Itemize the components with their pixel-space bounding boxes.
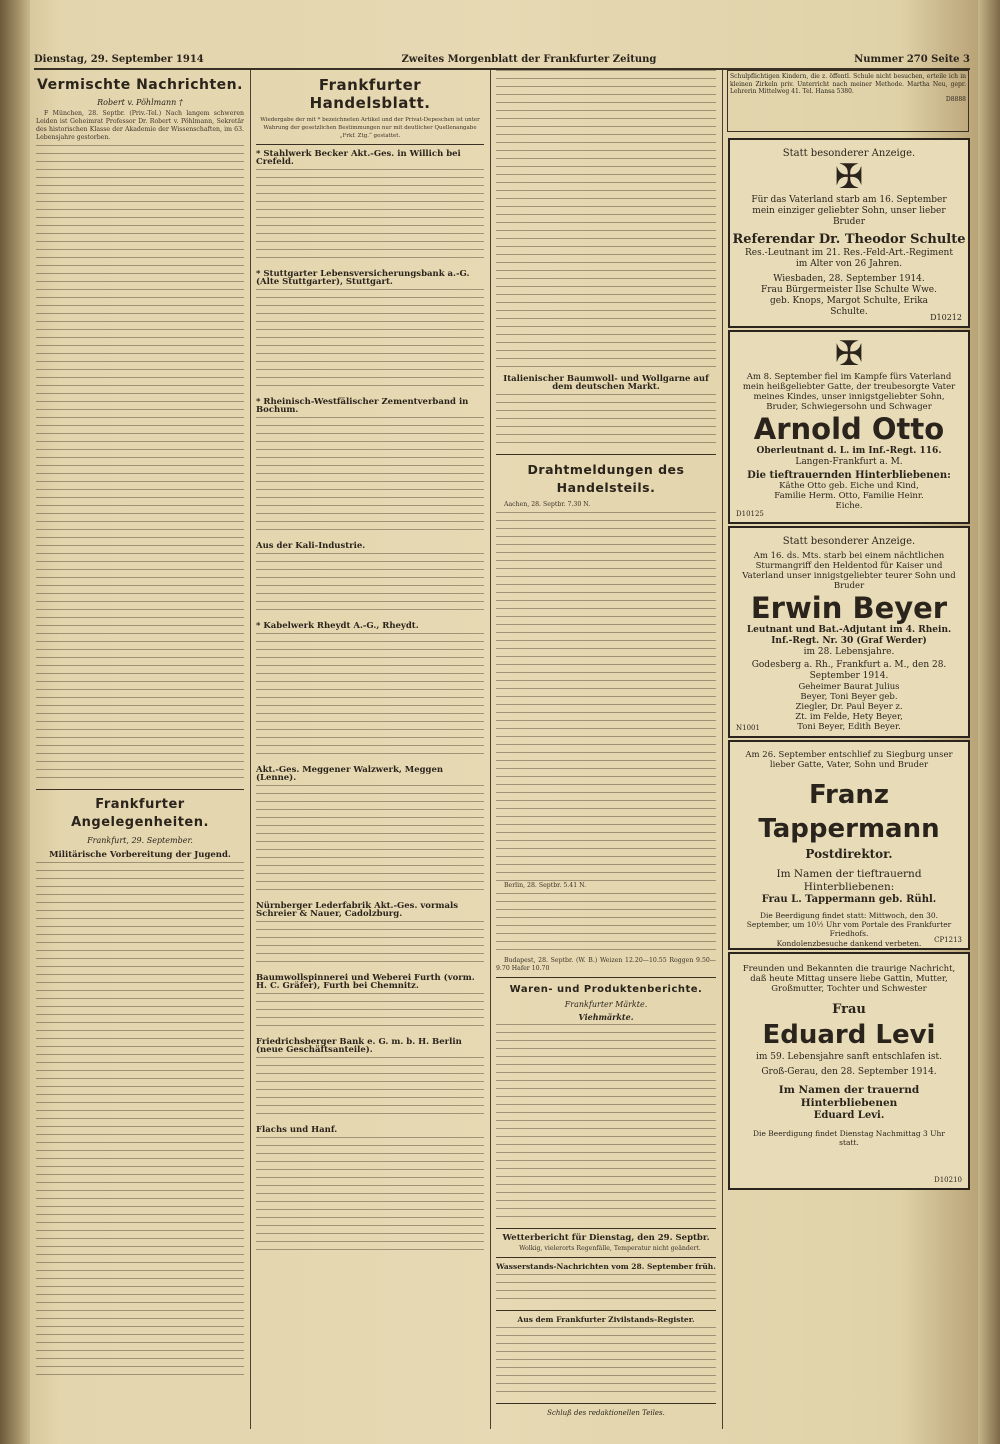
dateline-budapest: Budapest, 28. Septbr. (W. B.) Weizen 12.20—10.55 Roggen 9.50—9.70 Hafer 10.70 [496, 957, 716, 972]
section-divider [256, 144, 484, 145]
article-body-text [256, 1057, 484, 1121]
article-heading: Nürnberger Lederfabrik Akt.-Ges. vormals Schreier & Nauer, Cadolzburg. [256, 901, 458, 919]
dateline-aachen: Aachen, 28. Septbr. 7.30 N. [504, 501, 591, 508]
article-body-text [496, 512, 716, 882]
article-heading: Akt.-Ges. Meggener Walzwerk, Meggen (Lenne). [256, 765, 444, 783]
article-body-text [36, 862, 244, 1382]
header-page-number: Nummer 270 Seite 3 [854, 53, 970, 65]
notice-code: D8888 [945, 95, 966, 103]
ad-family: Frau L. Tappermann geb. Rühl. [761, 894, 937, 905]
ad-family-heading: Im Namen der tieftrauernd Hinterbliebenen: [776, 868, 922, 893]
section-title-vermischte: Vermischte Nachrichten. [37, 77, 243, 93]
weather-title: Wetterbericht für Dienstag, den 29. Septbr. [502, 1233, 710, 1243]
ad-rank: Postdirektor. [805, 847, 893, 861]
civil-register-title: Aus dem Frankfurter Zivilstands-Register. [517, 1315, 695, 1324]
page-header [34, 50, 970, 70]
dateline-berlin: Berlin, 28. Septbr. 5.41 N. [504, 882, 587, 889]
ad-title: Frau [832, 1002, 866, 1017]
article-body-text [496, 394, 716, 450]
ad-funeral: Die Beerdigung findet statt: Mittwoch, den 30. September, um 10½ Uhr vom Portale des Frankfurter Friedhofs. [746, 911, 952, 938]
article-heading: Friedrichsberger Bank e. G. m. b. H. Berlin (neue Geschäftsanteile). [256, 1037, 462, 1055]
obituary-subtitle: Robert v. Pöhlmann † [97, 98, 183, 107]
market-subtitle-vieh: Viehmärkte. [578, 1012, 634, 1022]
obituary-ad-otto [728, 330, 970, 524]
ad-age: im Alter von 26 Jahren. [795, 259, 903, 269]
iron-cross-icon: ✠ [834, 334, 864, 374]
section-divider [496, 1310, 716, 1311]
ad-text: Freunden und Bekannten die traurige Nachricht, daß heute Mittag unsere liebe Gattin, Mutter, Großmutter, Tochter und Schwester [742, 964, 956, 994]
ad-name: Eduard Levi [762, 1020, 936, 1050]
ad-funeral: Die Beerdigung findet Dienstag Nachmittag 3 Uhr statt. [753, 1129, 945, 1147]
article-body-text [256, 169, 484, 265]
iron-cross-icon: ✠ [834, 157, 864, 197]
column-rule [490, 70, 491, 1429]
column-rule [722, 70, 723, 1429]
tutoring-notice [727, 70, 969, 132]
ad-place: Godesberg a. Rh., Frankfurt a. M., den 28. September 1914. [751, 660, 947, 681]
ad-name: Franz Tappermann [758, 780, 940, 844]
ad-place: Langen-Frankfurt a. M. [795, 457, 903, 467]
column-rule [250, 70, 251, 1429]
section-divider [36, 789, 244, 790]
article-heading-jugend: Militärische Vorbereitung der Jugend. [49, 850, 231, 860]
obituary-ad-levi [728, 952, 970, 1190]
article-heading: * Rheinisch-Westfälischer Zementverband in Bochum. [256, 397, 469, 415]
ad-code: CP1213 [934, 936, 962, 944]
article-body-text [496, 1024, 716, 1224]
ad-family-heading: Die tieftrauernden Hinterbliebenen: [747, 470, 951, 481]
article-heading: Aus der Kali-Industrie. [256, 541, 366, 551]
article-body-text [256, 417, 484, 537]
ad-top-line: Statt besonderer Anzeige. [782, 148, 916, 159]
market-subtitle: Frankfurter Märkte. [564, 1000, 648, 1009]
ad-text: Am 16. ds. Mts. starb bei einem nächtlichen Sturmangriff den Heldentod für Kaiser und Vaterland unser innigstgeliebter teurer Sohn und Bruder [742, 551, 956, 591]
section-divider [496, 1257, 716, 1258]
ad-place: Groß-Gerau, den 28. September 1914. [761, 1067, 937, 1077]
ad-text: Am 26. September entschlief zu Siegburg unser lieber Gatte, Vater, Sohn und Bruder [745, 750, 953, 770]
ad-name: Referendar Dr. Theodor Schulte [732, 232, 966, 247]
section-divider [496, 1228, 716, 1229]
ad-age: im 28. Lebensjahre. [803, 647, 895, 657]
ad-code: D10125 [736, 510, 764, 518]
obituary-ad-schulte [728, 138, 970, 328]
section-divider [496, 977, 716, 978]
article-heading: Baumwollspinnerei und Weberei Furth (vorm. H. C. Gräfer), Furth bei Chemnitz. [256, 973, 475, 991]
article-body-text [256, 785, 484, 897]
column-drahtmeldungen [496, 70, 716, 1429]
ad-name: Erwin Beyer [750, 591, 948, 625]
article-body-text [256, 553, 484, 617]
article-heading: * Stahlwerk Becker Akt.-Ges. in Willich bei Crefeld. [256, 149, 461, 167]
ad-family: Eduard Levi. [813, 1110, 885, 1121]
article-body-text [256, 921, 484, 969]
article-heading: Flachs und Hanf. [256, 1125, 338, 1135]
water-levels-title: Wasserstands-Nachrichten vom 28. September früh. [496, 1262, 716, 1271]
ad-code: D10212 [930, 313, 962, 322]
section-title-waren: Waren- und Produktenberichte. [509, 984, 703, 995]
header-date: Dienstag, 29. September 1914 [34, 53, 204, 65]
ad-rank: Oberleutnant d. L. im Inf.-Regt. 116. [756, 446, 942, 456]
ad-rank: Leutnant und Bat.-Adjutant im 4. Rhein. Inf.-Regt. Nr. 30 (Graf Werder) [746, 625, 952, 646]
water-levels-table [496, 1274, 716, 1306]
article-body-text [496, 70, 716, 370]
ad-name: Arnold Otto [753, 412, 945, 446]
ad-code: N1001 [736, 724, 760, 732]
tutoring-notice-text: Schulpflichtigen Kindern, die z. öffentl. Schule nicht besuchen, erteile ich in kleinen Zirkeln priv. Unterricht nach meiner Methode. Martha Neu, gepr. Lehrerin Mittelweg 41. Tel. Hansa 5380. [730, 73, 966, 95]
copyright-note: Wiedergabe der mit * bezeichneten Artikel und der Privat-Depeschen ist unter Wahrung der gesetzlichen Bestimmungen nur mit deutlicher Quellenangabe „Frkf. Ztg.“ gestattet. [260, 117, 480, 139]
ad-family: Käthe Otto geb. Eiche und Kind, Familie Herm. Otto, Familie Heinr. Eiche. [774, 481, 924, 511]
section-divider [496, 1403, 716, 1404]
ad-text: Am 8. September fiel im Kampfe fürs Vaterland mein heißgeliebter Gatte, der treubesorgte Vater meines Kindes, unser innigstgeliebter Sohn, Bruder, Schwiegersohn und Schwager [742, 372, 956, 412]
article-body-text [256, 633, 484, 761]
ad-family: Geheimer Baurat Julius Beyer, Toni Beyer geb. Ziegler, Dr. Paul Beyer z. Zt. im Felde, Hety Beyer, Toni Beyer, Edith Beyer. [795, 682, 903, 732]
ad-place: Wiesbaden, 28. September 1914. [773, 274, 925, 284]
article-body-text [256, 289, 484, 393]
article-body-text [496, 1327, 716, 1399]
ad-age: im 59. Lebensjahre sanft entschlafen ist. [755, 1052, 942, 1062]
obituary-ad-beyer [728, 526, 970, 738]
column-handelsblatt [256, 70, 484, 1429]
section-title-frankfurter: Frankfurter Angelegenheiten. [71, 797, 209, 830]
ad-family: Frau Bürgermeister Ilse Schulte Wwe. geb. Knops, Margot Schulte, Erika Schulte. [761, 285, 937, 317]
column-vermischtes [36, 70, 244, 1429]
section-divider [496, 454, 716, 455]
article-heading-italien: Italienischer Baumwoll- und Wollgarne auf dem deutschen Markt. [503, 374, 709, 392]
ad-top-line: Statt besonderer Anzeige. [782, 536, 916, 547]
editorial-end-note: Schluß des redaktionellen Teiles. [547, 1409, 665, 1417]
ad-note: Kondolenzbesuche dankend verbeten. [776, 939, 922, 948]
header-publication: Zweites Morgenblatt der Frankfurter Zeitung [401, 53, 657, 65]
obituary-ad-tappermann [728, 740, 970, 950]
article-heading: * Kabelwerk Rheydt A.-G., Rheydt. [256, 621, 419, 631]
section-title-handelsblatt: Frankfurter Handelsblatt. [309, 76, 431, 112]
ad-family-heading: Im Namen der trauernd Hinterbliebenen [778, 1084, 920, 1109]
ad-text: Für das Vaterland starb am 16. September mein einziger geliebter Sohn, unser lieber Bruder [751, 195, 947, 227]
article-body-text [496, 893, 716, 957]
article-heading: * Stuttgarter Lebensversicherungsbank a.-G. (Alte Stuttgarter), Stuttgart. [256, 269, 470, 287]
dateline: Frankfurt, 29. September. [87, 836, 193, 845]
section-title-drahtmeldungen: Drahtmeldungen des Handelsteils. [527, 462, 685, 495]
article-body-text [256, 1137, 484, 1257]
ad-rank: Res.-Leutnant im 21. Res.-Feld-Art.-Regiment [745, 248, 953, 258]
article-body-text [36, 145, 244, 785]
article-lead: F München, 28. Septbr. (Priv.-Tel.) Nach langem schweren Leiden ist Geheimrat Professor Dr. Robert v. Pöhlmann, Sekretär des historischen Klasse der Akademie der Wissenschaften, im 63. Lebensjahre gestorben. [36, 110, 244, 141]
page-edge [978, 0, 1000, 1444]
weather-text: Wolkig, vielerorts Regenfälle, Temperatur nicht geändert. [519, 1245, 701, 1252]
article-body-text [256, 993, 484, 1033]
binding-spine [0, 0, 30, 1444]
ad-code: D10210 [934, 1176, 962, 1184]
